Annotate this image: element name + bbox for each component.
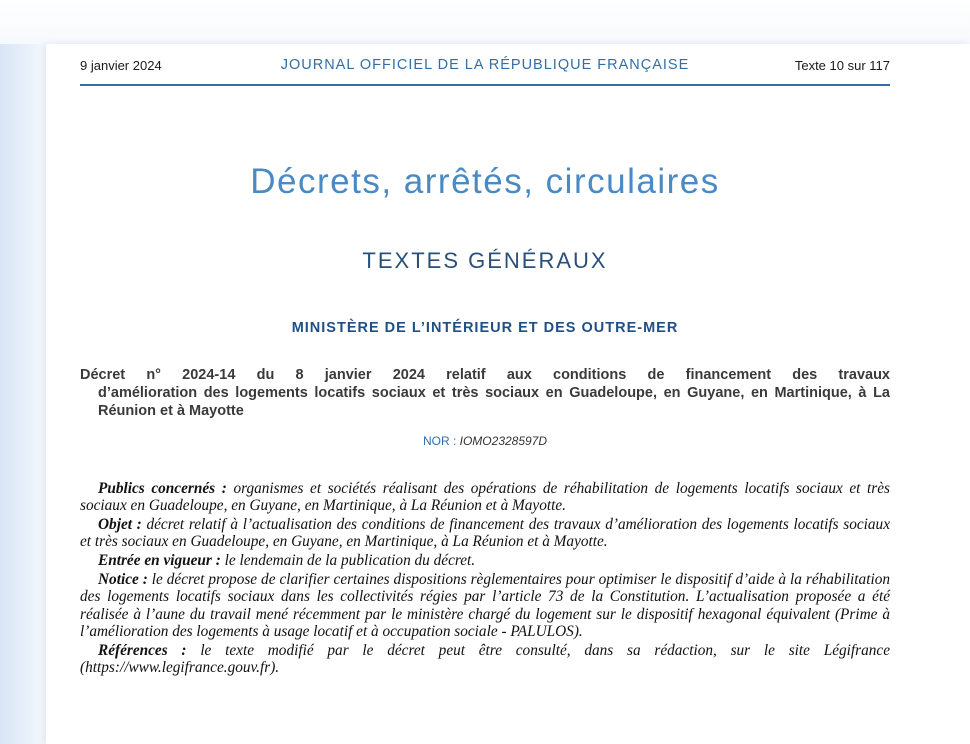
paragraph-text: le lendemain de la publication du décret. — [224, 552, 476, 570]
ministry-name: MINISTÈRE DE L’INTÉRIEUR ET DES OUTRE-MER — [291, 320, 679, 336]
paragraph-text: le texte modifié par le décret peut être consulté, dans sa rédaction, sur le site Légifrance (https://www.legifrance.gouv.fr). — [80, 641, 891, 676]
decree-title-rest: d’amélioration des logements locatifs sociaux et très sociaux en Guadeloupe, en Guyane, en Martinique, à La Réunion et à Mayotte — [98, 385, 890, 419]
paragraph-label: Publics concernés : — [98, 480, 227, 497]
text-number: Texte 10 sur 117 — [794, 58, 890, 73]
decree-summary — [80, 480, 890, 678]
nor-code: IOMO2328597D — [459, 434, 548, 448]
header-divider — [80, 84, 890, 86]
paragraph-text: organismes et sociétés réalisant des opérations de réhabilitation de logements locatifs sociaux et très sociaux en Guadeloupe, en Guyane, en Martinique, à La Réunion et à Mayotte. — [80, 480, 890, 515]
top-background — [0, 0, 970, 44]
nor-label: NOR : — [422, 434, 457, 448]
decree-title-line1: Décret n° 2024-14 du 8 janvier 2024 relatif aux conditions de financement des travaux — [80, 367, 890, 383]
summary-paragraph-publics — [80, 480, 890, 515]
summary-paragraph-objet — [80, 516, 890, 551]
summary-paragraph-entree-en-vigueur — [80, 552, 890, 569]
nor-reference — [80, 434, 890, 448]
paragraph-text: décret relatif à l’actualisation des conditions de financement des travaux d’amélioration des logements locatifs sociaux et très sociaux en Guadeloupe, en Guyane, en Martinique, à La Réunion et à Mayotte. — [80, 516, 890, 551]
summary-paragraph-notice — [80, 571, 890, 640]
summary-paragraph-references — [80, 642, 890, 677]
journal-title: JOURNAL OFFICIEL DE LA RÉPUBLIQUE FRANÇAISE — [280, 57, 690, 73]
publication-date: 9 janvier 2024 — [80, 58, 162, 73]
paragraph-label: Références : — [98, 641, 187, 659]
paragraph-label: Notice : — [98, 570, 148, 588]
decree-title — [80, 366, 890, 420]
paragraph-label: Objet : — [98, 516, 142, 534]
running-header — [80, 58, 890, 78]
section-title: Décrets, arrêtés, circulaires — [250, 162, 720, 201]
paragraph-label: Entrée en vigueur : — [98, 552, 221, 570]
subsection-title: TEXTES GÉNÉRAUX — [362, 248, 608, 273]
paragraph-text: le décret propose de clarifier certaines dispositions règlementaires pour optimiser le dispositif d’aide à la réhabilitation des logements locatifs sociaux dans les collectivités régies par l’article 73 de la Constitution. L’actualisation proposée a été réalisée à l’aune du travail mené récemment par le ministère chargé du logement sur le dispositif hexagonal équivalent (Prime à l’amélioration des logements à usage locatif et à occupation sociale - PALULOS). — [80, 570, 890, 640]
